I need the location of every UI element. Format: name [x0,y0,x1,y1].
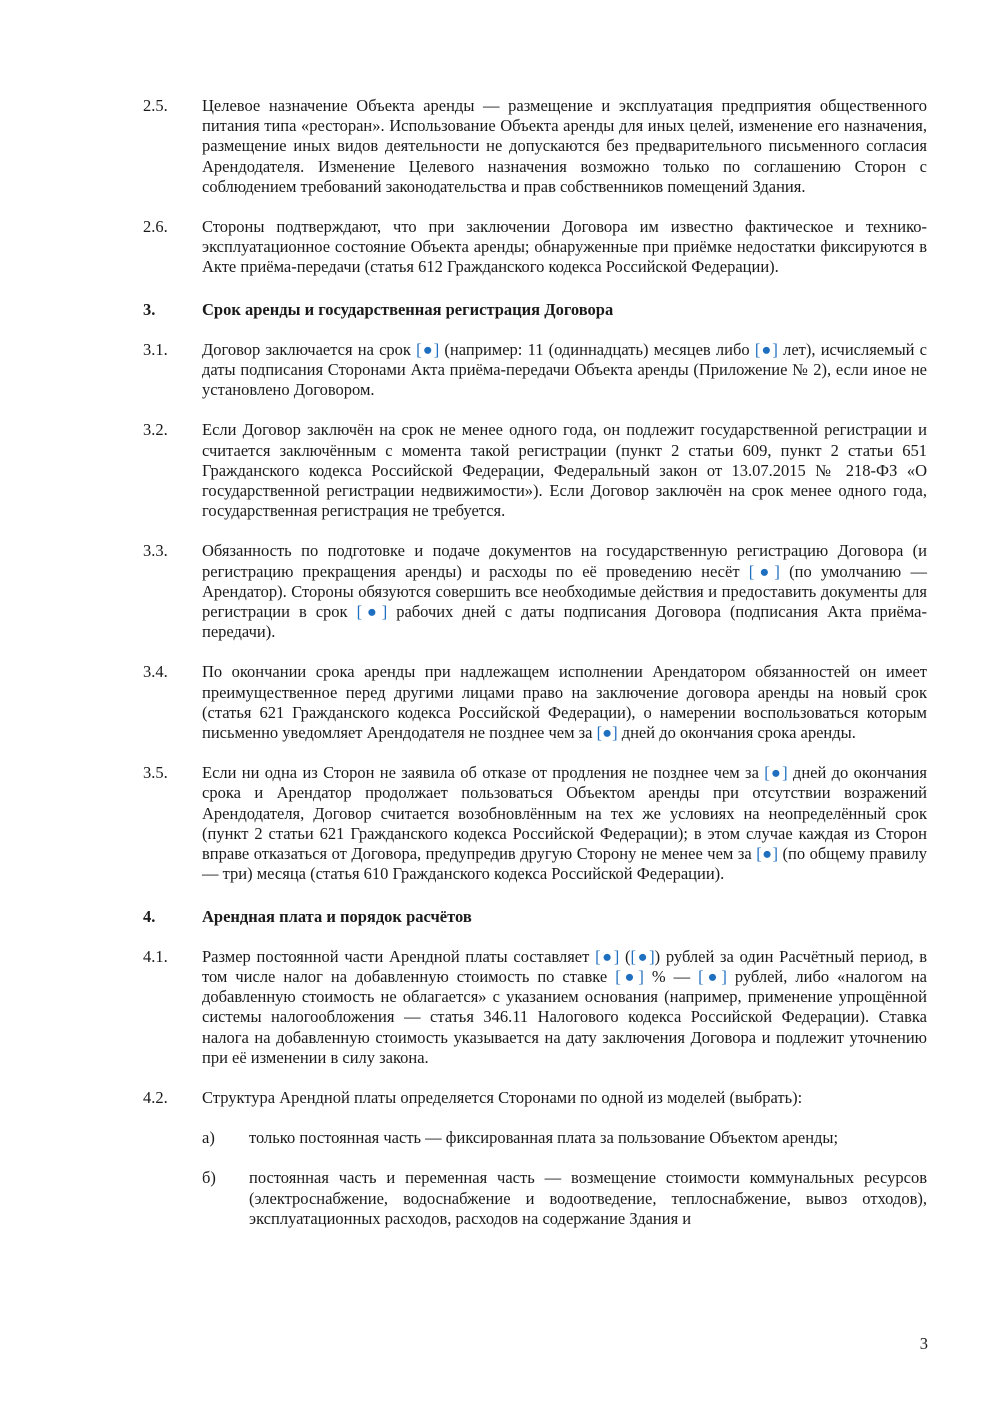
text-part: Размер постоянной части Арендной платы составляет [202,946,596,966]
text-part: Если ни одна из Сторон не заявила об отказе от продления не позднее чем за [202,763,765,783]
clause-number: 3.3. [143,541,168,561]
text-part: дней до окончания срока и Арендатор продолжает пользоваться Объектом аренды при отсутствии возражений Арендодателя, Договор считается возобновлённым на тех же условиях на неопределённый срок (пункт 2 статьи 621 Гражданского кодекса Российской Федерации); в этом случае каждая из Сторон вправе отказаться от Договора, предупредив другую Сторону не менее чем за [202,763,927,864]
text-part: % — [643,966,699,986]
section-heading-3 [143,300,927,320]
text-part: ) рублей за один Расчётный период, в том числе налог на добавленную стоимость по ставке [202,946,928,986]
text-part: Договор заключается на срок [202,339,417,359]
clause-number: 3.2. [143,420,168,440]
clause-number: 3.5. [143,763,168,783]
text-part: Обязанность по подготовке и подаче документов на государственную регистрацию Договора (и регистрацию прекращения аренды) и расходы по её проведению несёт [202,541,927,581]
section-number: 4. [143,906,156,926]
clause-text: Целевое назначение Объекта аренды — размещение и эксплуатация предприятия общественного питания типа «ресторан». Использование Объекта аренды для иных целей, изменение его назначения, размещение иных видов деятельности не допускаются без предварительного письменного согласия Арендодателя. Изменение Целевого назначения возможно только по соглашению Сторон с соблюдением требований законодательства и прав собственников помещений Здания. [202,96,927,196]
clause-3-3 [143,541,927,642]
text-part: (по умолчанию — Арендатор). Стороны обязуются совершить все необходимые действия и предоставить документы для регистрации в срок [202,561,927,622]
placeholder-marker: [●] [754,339,778,359]
clause-text [202,947,927,1068]
placeholder-marker: [●] [615,966,644,986]
text-part: (например: 11 (одиннадцать) месяцев либо [439,339,755,359]
section-heading-4 [143,907,927,927]
clause-3-1 [143,340,927,401]
clause-4-2 [143,1088,927,1108]
clause-text [202,662,927,743]
placeholder-marker: [●] [698,966,727,986]
clause-number: 2.6. [143,217,168,237]
text-part: ( [619,946,631,966]
clause-text: Если Договор заключён на срок не менее одного года, он подлежит государственной регистрации и считается заключённым с момента такой регистрации (пункт 2 статьи 609, пункт 2 статьи 651 Гражданского кодекса Российской Федерации, Федеральный закон от 13.07.2015 № 218-ФЗ «О государственной регистрации недвижимости»). Если Договор заключён на срок менее одного года, государственная регистрация не требуется. [202,420,927,521]
subclause-letter: б) [202,1168,216,1188]
clause-text [202,340,927,401]
clause-number: 3.4. [143,662,168,682]
placeholder-marker: [●] [595,946,620,966]
clause-text: Структура Арендной платы определяется Сторонами по одной из моделей (выбрать): [202,1087,803,1107]
clause-3-4 [143,662,927,743]
clause-number: 4.1. [143,946,168,966]
clause-text [202,541,927,642]
subclause-a [202,1128,927,1148]
subclause-text: постоянная часть и переменная часть — возмещение стоимости коммунальных ресурсов (электроснабжение, водоснабжение и водоотведение, теплоснабжение, вывоз отходов), эксплуатационных расходов, расходов на содержание Здания и [249,1168,927,1228]
clause-2-6 [143,217,927,278]
subclause-b [202,1168,927,1229]
clause-number: 3.1. [143,339,168,359]
placeholder-marker: [●] [630,946,655,966]
page-content [143,96,927,1249]
section-title: Срок аренды и государственная регистрация Договора [202,299,614,319]
placeholder-marker: [●] [416,339,440,359]
clause-4-1 [143,947,927,1068]
clause-text: Стороны подтверждают, что при заключении Договора им известно фактическое и технико-эксплуатационное состояние Объекта аренды; обнаруженные при приёмке недостатки фиксируются в Акте приёма-передачи (статья 612 Гражданского кодекса Российской Федерации). [202,217,927,277]
clause-2-5 [143,96,927,197]
section-number: 3. [143,299,156,319]
text-part: рублей, либо «налогом на добавленную стоимость не облагается» с указанием основания (например, применение упрощённой системы налогообложения — статья 346.11 Налогового кодекса Российской Федерации). Ставка налога на добавленную стоимость указывается на дату заключения Договора и подлежит уточнению при её изменении в силу закона. [202,966,927,1067]
subclause-text: только постоянная часть — фиксированная плата за пользование Объектом аренды; [249,1128,839,1148]
subclause-letter: а) [202,1128,215,1148]
placeholder-marker: [●] [356,602,388,622]
placeholder-marker: [●] [748,561,780,581]
text-part: (по общему правилу — три) месяца (статья 610 Гражданского кодекса Российской Федерации). [202,844,927,884]
placeholder-marker: [●] [596,723,618,743]
clause-number: 2.5. [143,96,168,115]
clause-3-5 [143,763,927,884]
text-part: рабочих дней с даты подписания Договора (подписания Акта приёма-передачи). [202,602,927,642]
clause-3-2 [143,420,927,521]
text-part: дней до окончания срока аренды. [617,723,856,743]
text-part: лет), исчисляемый с даты подписания Сторонами Акта приёма-передачи Объекта аренды (Приложение № 2), если иное не установлено Договором. [202,339,927,400]
placeholder-marker: [●] [756,844,778,864]
placeholder-marker: [●] [764,763,788,783]
section-title: Арендная плата и порядок расчётов [202,906,472,926]
clause-text [202,763,927,884]
page-number: 3 [919,1334,928,1353]
clause-number: 4.2. [143,1087,168,1107]
text-part: По окончании срока аренды при надлежащем исполнении Арендатором обязанностей он имеет преимущественное перед другими лицами право на заключение договора аренды на новый срок (статья 621 Гражданского кодекса Российской Федерации), о намерении воспользоваться которым письменно уведомляет Арендодателя не позднее чем за [202,662,927,743]
